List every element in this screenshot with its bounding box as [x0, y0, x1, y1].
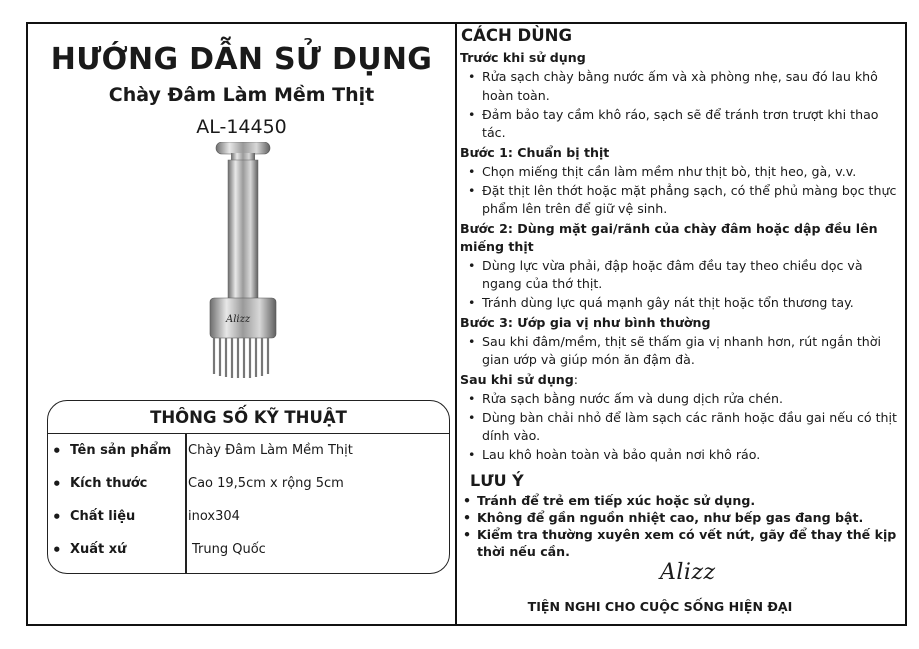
product-logo: Alizz: [226, 314, 251, 325]
spec-value: Chày Đâm Làm Mềm Thịt: [188, 443, 353, 458]
section-list: [460, 163, 905, 219]
spec-row: [48, 468, 450, 501]
spec-row: [48, 534, 450, 567]
section-title: Trước khi sử dụng: [460, 50, 586, 65]
note-item: • Không để gần nguồn nhiệt cao, như bếp gas đang bật.: [477, 509, 905, 526]
section-list: [460, 257, 905, 313]
section-title-text: Sau khi sử dụng: [460, 371, 574, 387]
meat-tenderizer-image: [198, 142, 288, 382]
brand-logo: Alizz: [660, 560, 716, 585]
list-item: • Rửa sạch bằng nước ấm và dung dịch rửa chén.: [482, 390, 905, 409]
right-panel: [460, 26, 905, 624]
product-subtitle: Chày Đâm Làm Mềm Thịt: [108, 84, 375, 106]
section-title-after-use: [460, 371, 905, 389]
left-panel: [28, 24, 455, 624]
notes-list: [460, 492, 905, 560]
spec-label: • Chất liệu: [70, 509, 135, 524]
spec-value: inox304: [188, 509, 240, 524]
list-item: • Chọn miếng thịt cần làm mềm như thịt bò, thịt heo, gà, v.v.: [482, 163, 905, 182]
list-item: • Tránh dùng lực quá mạnh gây nát thịt hoặc tổn thương tay.: [482, 294, 905, 313]
list-item: • Sau khi đâm/mềm, thịt sẽ thấm gia vị nhanh hơn, rút ngắn thời gian ướp và giúp món ăn đậm đà.: [482, 333, 905, 370]
model-number: AL-14450: [196, 116, 287, 138]
note-item: • Tránh để trẻ em tiếp xúc hoặc sử dụng.: [477, 492, 905, 509]
list-item: • Rửa sạch chày bằng nước ấm và xà phòng nhẹ, sau đó lau khô hoàn toàn.: [482, 68, 905, 105]
section-title: Bước 2: Dùng mặt gai/rãnh của chày đâm hoặc dập đều lên miếng thịt: [460, 220, 878, 254]
section-title-colon: :: [573, 371, 579, 387]
section-list: [460, 68, 905, 143]
spec-label: • Tên sản phẩm: [70, 443, 171, 458]
list-item: • Lau khô hoàn toàn và bảo quản nơi khô ráo.: [482, 446, 905, 465]
spec-heading: THÔNG SỐ KỸ THUẬT: [48, 401, 449, 434]
list-item: • Đảm bảo tay cầm khô ráo, sạch sẽ để tránh trơn trượt khi thao tác.: [482, 106, 905, 143]
notes-heading: LƯU Ý: [470, 470, 524, 490]
spec-row: [48, 435, 450, 468]
spec-value: Cao 19,5cm x rộng 5cm: [188, 476, 344, 491]
list-item: • Đặt thịt lên thớt hoặc mặt phẳng sạch, có thể phủ màng bọc thực phẩm lên trên để giữ vệ sinh.: [482, 182, 905, 219]
spec-value: Trung Quốc: [192, 542, 266, 557]
note-item: • Kiểm tra thường xuyên xem có vết nứt, gãy để thay thế kịp thời nếu cần.: [477, 526, 905, 560]
spec-label: • Xuất xứ: [70, 542, 126, 557]
list-item: • Dùng bàn chải nhỏ để làm sạch các rãnh hoặc đầu gai nếu có thịt dính vào.: [482, 409, 905, 446]
page-title: HƯỚNG DẪN SỬ DỤNG: [50, 42, 433, 77]
list-item: • Dùng lực vừa phải, đập hoặc đâm đều tay theo chiều dọc và ngang của thớ thịt.: [482, 257, 905, 294]
brand-slogan: TIỆN NGHI CHO CUỘC SỐNG HIỆN ĐẠI: [527, 599, 793, 614]
spec-table: [47, 400, 450, 574]
section-list: [460, 333, 905, 370]
spec-row: [48, 501, 450, 534]
panel-divider: [455, 22, 457, 626]
spec-label: • Kích thước: [70, 476, 147, 491]
section-list: [460, 390, 905, 465]
section-title: Bước 1: Chuẩn bị thịt: [460, 144, 610, 160]
section-title: Bước 3: Ướp gia vị như bình thường: [460, 314, 711, 330]
usage-heading: CÁCH DÙNG: [461, 26, 572, 45]
